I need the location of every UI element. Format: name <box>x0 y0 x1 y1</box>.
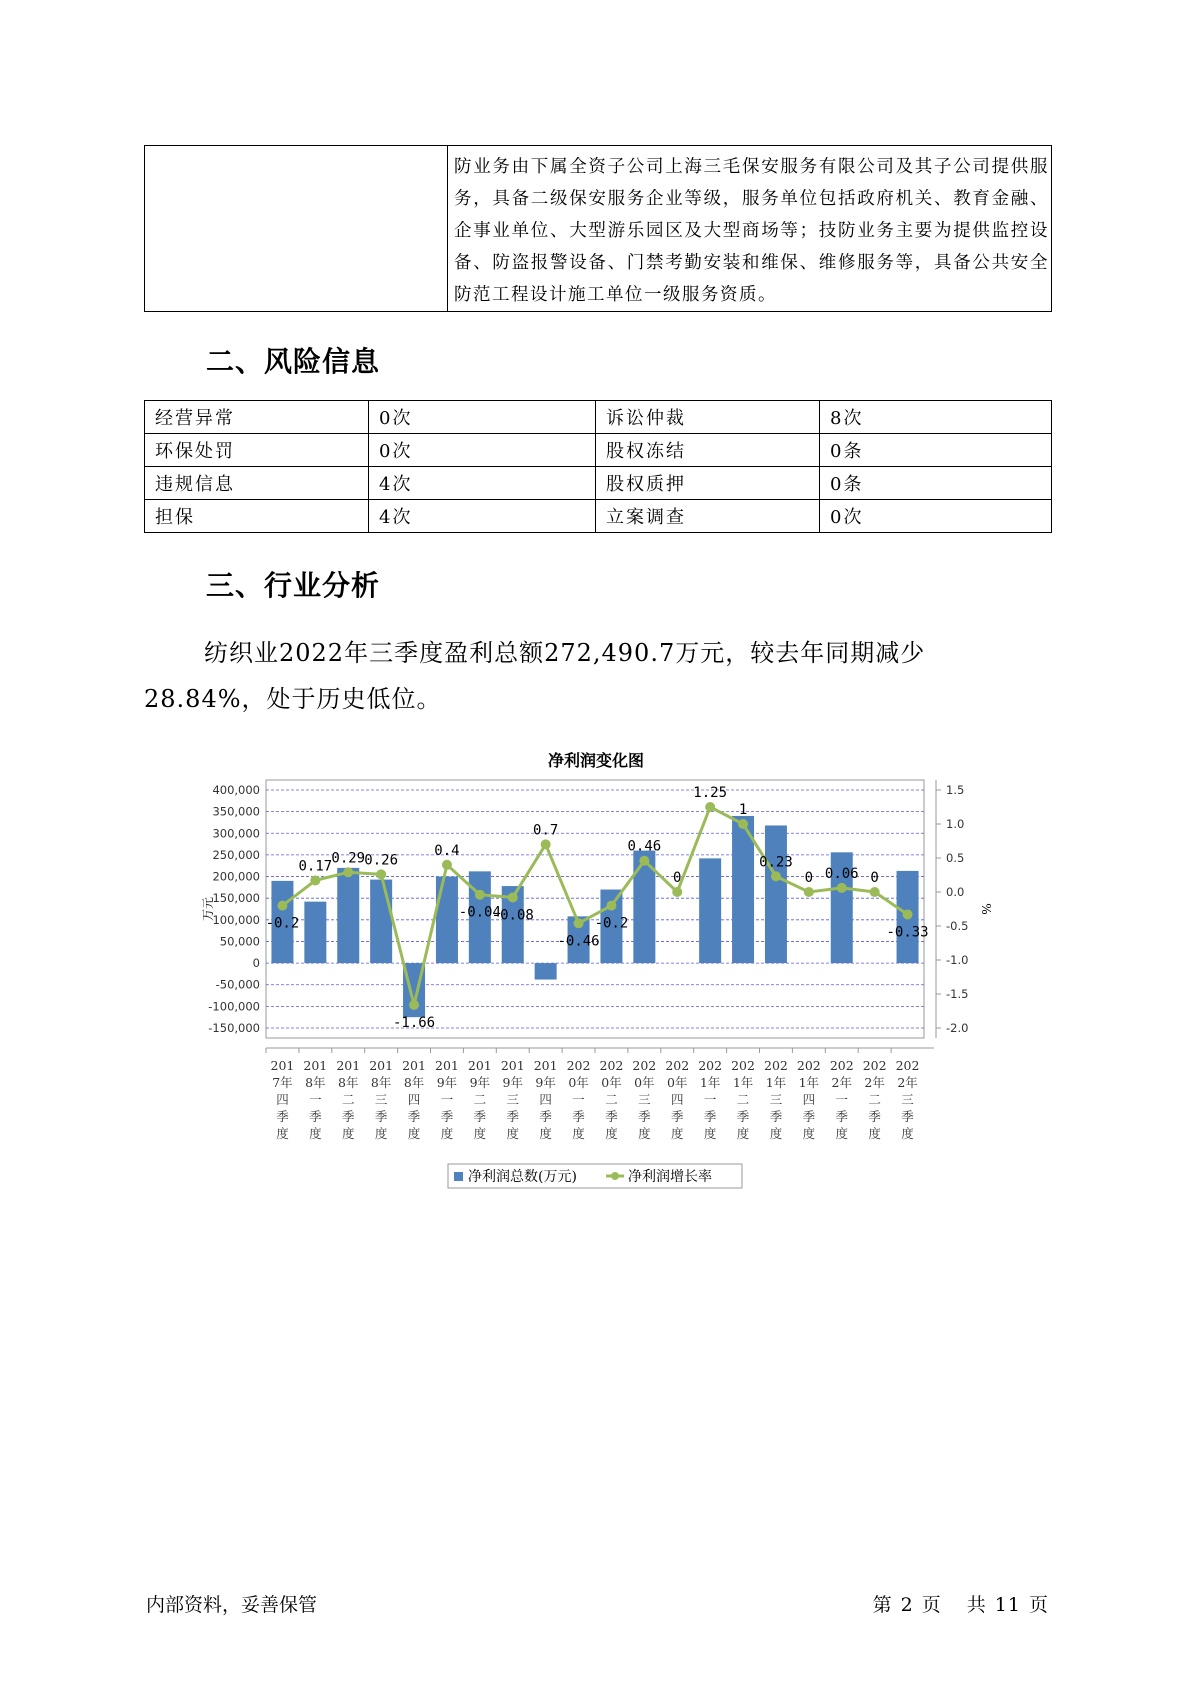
category-label: 202 2年三季度 <box>895 1058 920 1141</box>
growth-rate-point <box>771 871 781 881</box>
growth-rate-point <box>442 860 452 870</box>
bar <box>370 880 392 964</box>
legend-line-label: 净利润增长率 <box>628 1169 712 1185</box>
growth-rate-label: 0.17 <box>298 858 333 875</box>
growth-rate-point <box>705 802 715 812</box>
risk-label: 担保 <box>145 500 369 533</box>
section-industry-title: 三、行业分析 <box>206 569 381 602</box>
legend-line-marker <box>611 1172 619 1180</box>
risk-label: 环保处罚 <box>145 434 369 467</box>
growth-rate-label: 1 <box>738 802 748 818</box>
growth-rate-point <box>376 869 386 879</box>
growth-rate-point <box>409 1000 419 1010</box>
growth-rate-point <box>903 909 913 919</box>
growth-rate-label: -1.66 <box>392 1014 436 1031</box>
risk-value: 0条 <box>820 434 1052 467</box>
bar <box>304 902 326 963</box>
growth-rate-label: 0.7 <box>533 822 559 839</box>
risk-value: 0次 <box>369 401 596 434</box>
business-table-empty-cell <box>145 146 448 312</box>
category-label: 201 8年二季度 <box>336 1058 361 1141</box>
category-label: 201 9年二季度 <box>467 1058 492 1141</box>
growth-rate-label: -0.08 <box>491 907 534 924</box>
bar <box>436 877 458 964</box>
growth-rate-point <box>574 918 584 928</box>
growth-rate-label: -0.2 <box>265 915 300 932</box>
chart-title: 净利润变化图 <box>547 751 645 770</box>
risk-table <box>144 400 1052 533</box>
left-tick-label: 250,000 <box>212 847 260 862</box>
risk-label: 诉讼仲裁 <box>596 401 820 434</box>
growth-rate-label: 0.26 <box>364 852 399 869</box>
right-tick-label: 1.0 <box>946 817 965 831</box>
category-label: 202 0年三季度 <box>632 1058 657 1141</box>
right-tick-label: 1.5 <box>946 783 965 797</box>
bar <box>337 868 359 963</box>
page-unit: 页 <box>921 1594 942 1616</box>
right-axis-title: % <box>979 903 993 915</box>
growth-rate-label: 0.46 <box>627 838 662 855</box>
growth-rate-label: 0.23 <box>759 854 793 871</box>
left-tick-label: 400,000 <box>212 783 260 797</box>
left-tick-label: 100,000 <box>212 912 260 927</box>
right-tick-label: -1.0 <box>946 953 969 967</box>
growth-rate-point <box>606 901 616 911</box>
growth-rate-label: 0.29 <box>331 850 366 867</box>
category-label: 202 1年二季度 <box>731 1058 755 1141</box>
category-label: 202 0年四季度 <box>665 1058 690 1141</box>
risk-row <box>145 467 1052 500</box>
page-current: 2 <box>900 1594 914 1616</box>
right-tick-label: -0.5 <box>946 919 969 933</box>
category-label: 202 1年四季度 <box>796 1058 821 1141</box>
category-label: 201 8年一季度 <box>303 1058 328 1141</box>
growth-rate-point <box>475 890 485 900</box>
left-axis-title: 万元 <box>201 896 215 922</box>
category-label: 202 2年二季度 <box>862 1058 887 1141</box>
bar <box>535 963 557 979</box>
business-description: 防业务由下属全资子公司上海三毛保安服务有限公司及其子公司提供服务，具备二级保安服务企业等级，服务单位包括政府机关、教育金融、企事业单位、大型游乐园区及大型商场等；技防业务主要为提供监控设备、防盗报警设备、门禁考勤安装和维保、维修服务等，具备公共安全防范工程设计施工单位一级服务资质。 <box>448 146 1052 312</box>
bar <box>765 825 787 963</box>
category-label: 201 9年三季度 <box>500 1058 525 1141</box>
category-label: 201 7年四季度 <box>270 1058 295 1141</box>
growth-rate-point <box>639 856 649 866</box>
risk-label: 经营异常 <box>145 401 369 434</box>
page-prefix: 第 <box>872 1594 893 1616</box>
growth-rate-point <box>277 901 287 911</box>
left-tick-label: -100,000 <box>208 999 260 1014</box>
left-tick-label: 150,000 <box>212 891 260 906</box>
growth-rate-label: 0 <box>804 870 814 886</box>
risk-row <box>145 434 1052 467</box>
industry-analysis-text: 纺织业2022年三季度盈利总额272,490.7万元，较去年同期减少28.84%，处于历史低位。 <box>144 639 926 713</box>
category-label: 201 9年一季度 <box>435 1058 459 1141</box>
category-label: 201 9年四季度 <box>533 1058 558 1141</box>
industry-analysis-paragraph <box>144 630 994 722</box>
risk-value: 4次 <box>369 500 596 533</box>
growth-rate-label: -0.04 <box>458 904 501 921</box>
risk-value: 4次 <box>369 467 596 500</box>
growth-rate-point <box>343 867 353 877</box>
category-label: 202 1年一季度 <box>698 1058 723 1141</box>
risk-value: 0次 <box>369 434 596 467</box>
left-tick-label: -150,000 <box>208 1021 260 1035</box>
risk-value: 0次 <box>820 500 1052 533</box>
category-label: 201 8年三季度 <box>369 1058 394 1141</box>
risk-label: 股权冻结 <box>596 434 820 467</box>
section-risk-title: 二、风险信息 <box>206 345 381 378</box>
growth-rate-point <box>837 883 847 893</box>
page-total-unit: 页 <box>1028 1594 1049 1616</box>
growth-rate-label: 0.4 <box>434 842 460 859</box>
right-tick-label: 0.5 <box>946 851 965 865</box>
category-label: 202 2年一季度 <box>829 1058 854 1141</box>
left-tick-label: -50,000 <box>215 977 260 992</box>
right-tick-label: 0.0 <box>946 885 965 899</box>
business-table <box>144 145 1052 312</box>
risk-label: 股权质押 <box>596 467 820 500</box>
growth-rate-point <box>672 887 682 897</box>
footer-page-number <box>869 1590 1053 1617</box>
legend-bar-label: 净利润总数(万元) <box>468 1169 577 1185</box>
page-total: 11 <box>994 1594 1021 1616</box>
growth-rate-label: 0 <box>870 870 879 886</box>
growth-rate-label: 1.25 <box>693 785 728 801</box>
right-tick-label: -1.5 <box>946 987 969 1001</box>
footer-confidential: 内部资料，妥善保管 <box>146 1594 318 1616</box>
left-tick-label: 300,000 <box>212 826 260 841</box>
growth-rate-label: -0.46 <box>557 933 600 950</box>
bar <box>699 858 721 963</box>
risk-label: 违规信息 <box>145 467 369 500</box>
right-tick-label: -2.0 <box>946 1021 969 1035</box>
growth-rate-label: -0.2 <box>594 915 629 932</box>
growth-rate-point <box>508 892 518 902</box>
growth-rate-point <box>310 875 320 885</box>
risk-row <box>145 401 1052 434</box>
left-tick-label: 200,000 <box>212 869 260 884</box>
risk-value: 0条 <box>820 467 1052 500</box>
category-label: 202 1年三季度 <box>764 1058 788 1141</box>
risk-row <box>145 500 1052 533</box>
category-label: 202 0年一季度 <box>566 1058 591 1141</box>
growth-rate-point <box>804 887 814 897</box>
growth-rate-point <box>738 819 748 829</box>
growth-rate-point <box>541 839 551 849</box>
legend-bar-swatch <box>454 1172 463 1181</box>
growth-rate-point <box>870 887 880 897</box>
risk-label: 立案调查 <box>596 500 820 533</box>
category-label: 202 0年二季度 <box>599 1058 624 1141</box>
risk-value: 8次 <box>820 401 1052 434</box>
page-total-prefix: 共 <box>966 1594 987 1616</box>
left-tick-label: 0 <box>252 956 260 971</box>
plot-area <box>266 780 924 1038</box>
category-label: 201 8年四季度 <box>402 1058 426 1141</box>
net-profit-chart <box>170 740 993 1200</box>
left-tick-label: 350,000 <box>212 804 260 819</box>
growth-rate-label: -0.33 <box>886 924 929 941</box>
growth-rate-label: 0.06 <box>824 865 859 882</box>
growth-rate-label: 0 <box>673 870 682 886</box>
left-tick-label: 50,000 <box>219 934 260 949</box>
